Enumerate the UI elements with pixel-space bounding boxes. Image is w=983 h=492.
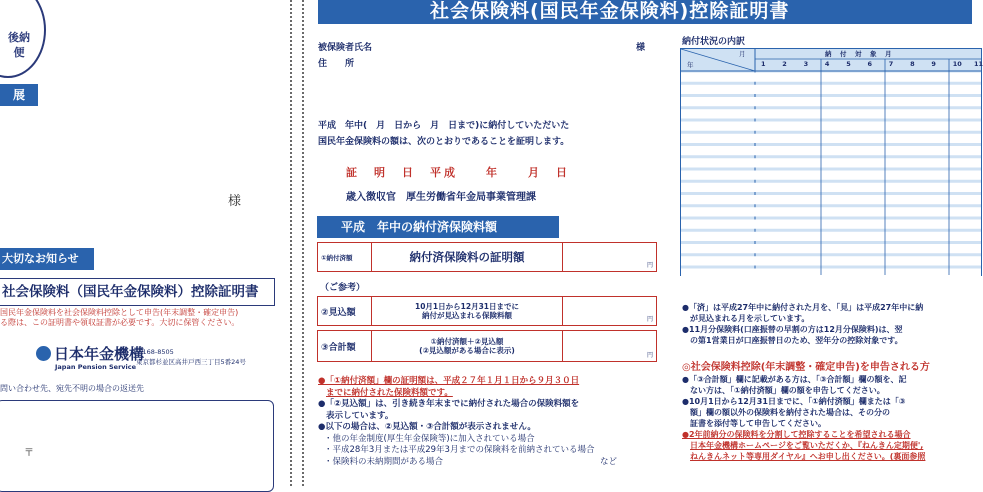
deduction-section-title: ◎社会保険料控除(年末調整・確定申告)を申告される方 [682, 362, 930, 373]
row3-text [372, 331, 563, 361]
grid-month-8: 8 [910, 60, 915, 68]
grid-row-cell [755, 220, 981, 229]
right-note2b: の第1営業日が口座振替日のため、翌年分の控除対象です。 [690, 336, 903, 345]
grid-year-cell [681, 220, 755, 229]
row2-line2: 納付が見込まれる保険料額 [422, 311, 512, 320]
note3-b: ・平成28年3月または平成29年3月までの保険料を前納されている場合 [324, 445, 595, 455]
org-zip: 〒168-8505 [136, 348, 174, 356]
return-contact-label: 問い合わせ先、宛先不明の場合の返送先 [0, 384, 144, 393]
grid-month-3: 3 [803, 60, 809, 68]
grid-row-cell [755, 85, 981, 94]
grid-month-label: 月 [739, 50, 746, 58]
grid-month-4: 4 [824, 60, 830, 68]
insured-name-label: 被保険者氏名 [318, 43, 373, 53]
grid-year-label: 年 [687, 61, 694, 69]
kounou-label [6, 30, 32, 60]
grid-row-cell [755, 195, 981, 204]
note3-a: ・他の年金制度(厚生年金保険等)に加入されている場合 [324, 433, 535, 444]
org-address: 東京都杉並区高井戸西三丁目5番24号 [136, 358, 246, 366]
row3-line1: ①納付済額＋②見込額 [430, 337, 504, 346]
grid-year-cell [681, 244, 755, 253]
grid-year-cell [681, 134, 755, 143]
grid-year-cell [681, 183, 755, 192]
payment-status-title: 納付状況の内訳 [682, 37, 746, 47]
row3-label: ③合計額 [318, 331, 372, 361]
grid-row-cell [755, 269, 981, 278]
right-note1: ●「済」は平成27年中に納付された月を、「見」は平成27年中に納 [682, 303, 924, 312]
insured-sama: 様 [636, 43, 646, 53]
note2-line1: ●「②見込額」は、引き続き年末までに納付された場合の保険料額を [318, 399, 580, 409]
grid-year-cell [681, 232, 755, 241]
row3-yen: 円 [646, 352, 653, 359]
note1-line1: ●「①納付済額」欄の証明額は、平成２７年１月１日から９月３０日 [318, 376, 580, 386]
grid-row-cell [755, 232, 981, 241]
grid-year-cell [681, 158, 755, 167]
row1-label: ①納付済額 [318, 243, 372, 271]
postal-mark: 〒 [24, 448, 34, 459]
reference-label: （ご参考） [320, 283, 366, 293]
row-paid-amount [317, 242, 657, 272]
address-label: 住 所 [318, 59, 355, 69]
recipient-sama: 様 [228, 194, 242, 209]
deduction-s1b: ない方は、「①納付済額」欄の額を申告してください。 [690, 386, 885, 395]
cert-paragraph-line1: 平成 年中( 月 日から 月 日まで)に納付していただいた [318, 121, 570, 131]
grid-rows [681, 73, 981, 278]
grid-month-11: 11 [974, 60, 983, 68]
payment-status-grid [680, 48, 982, 276]
note1-line2: までに納付された保険料額です。 [326, 387, 453, 398]
grid-year-cell [681, 256, 755, 265]
right-note1b: が見込まれる月を示しています。 [690, 314, 810, 323]
note3-c-text: ・保険料の未納期間がある場合 [324, 456, 444, 467]
grid-row-cell [755, 171, 981, 180]
deduction-s1: ●「③合計額」欄に記載がある方は、「③合計額」欄の額を、記 [682, 375, 907, 384]
row-estimated [317, 296, 657, 326]
left-red-note [0, 308, 282, 328]
grid-year-cell [681, 146, 755, 155]
grid-month-5: 5 [846, 60, 851, 68]
issuer: 歳入徴収官 厚生労働省年金局事業管理課 [346, 192, 536, 203]
deduction-notes [682, 374, 982, 462]
grid-year-cell [681, 195, 755, 204]
grid-month-numbers [755, 60, 981, 70]
grid-year-cell [681, 207, 755, 216]
deduction-s3: ●2年前納分の保険料を分割して控除することを希望される場合 [682, 430, 911, 439]
grid-row-cell [755, 73, 981, 82]
grid-row-cell [755, 256, 981, 265]
grid-row-cell [755, 122, 981, 131]
deduction-s3b: 日本年金機構ホームページをご覧いただくか、『ねんきん定期便', [690, 441, 924, 450]
row2-label: ②見込額 [318, 297, 372, 325]
center-notes [318, 376, 660, 468]
row1-text: 納付済保険料の証明額 [372, 243, 563, 271]
grid-year-cell [681, 269, 755, 278]
org-sub-name: Japan Pension Service [55, 363, 137, 371]
red-note-line2: る際は、この証明書や領収証書が必要です。大切に保管ください。 [0, 318, 240, 327]
grid-row-cell [755, 97, 981, 106]
deduction-s3c: ねんきんネット等専用ダイヤル』へお申し出ください。(裏面参照 [690, 452, 926, 461]
kounou-text: 後納 [8, 31, 30, 44]
grid-month-9: 9 [931, 60, 936, 68]
cert-paragraph-line2: 国民年金保険料の額は、次のとおりであることを証明します。 [318, 137, 570, 147]
red-note-line1: 国民年金保険料を社会保険料控除として申告(年末調整・確定申告) [0, 308, 239, 317]
document-title-banner: 社会保険料(国民年金保険料)控除証明書 [318, 0, 972, 24]
payment-grid-svg [681, 49, 981, 275]
perforation-line-right [302, 0, 304, 486]
grid-row-cell [755, 183, 981, 192]
row1-yen: 円 [646, 262, 653, 269]
row-total [317, 330, 657, 362]
org-name: 日本年金機構 [54, 345, 145, 363]
jps-logo-icon [36, 346, 51, 361]
note2-line2: 表示しています。 [326, 410, 394, 421]
deduction-s2: ●10月1日から12月31日までに、「①納付済額」欄または「③ [682, 397, 906, 406]
right-notes [682, 302, 982, 346]
grid-year-cell [681, 97, 755, 106]
deduction-s2b: 額」欄の額以外の保険料を納付された場合は、その分の [690, 408, 890, 417]
row2-line1: 10月1日から12月31日までに [414, 302, 520, 311]
grid-row-cell [755, 134, 981, 143]
grid-year-cell [681, 73, 755, 82]
grid-row-cell [755, 244, 981, 253]
left-cert-title: 社会保険料（国民年金保険料）控除証明書 [0, 278, 275, 306]
grid-year-cell [681, 171, 755, 180]
grid-month-10: 10 [952, 60, 962, 68]
ten-badge: 展 [0, 84, 38, 106]
grid-row-cell [755, 146, 981, 155]
perforation-line-left [290, 0, 292, 486]
return-address-box [0, 400, 274, 492]
grid-year-cell [681, 109, 755, 118]
grid-period-label: 納 付 対 象 月 [825, 50, 893, 58]
grid-row-cell [755, 207, 981, 216]
grid-year-cell [681, 85, 755, 94]
note3-c-end: など [600, 456, 618, 467]
grid-row-cell [755, 158, 981, 167]
deduction-s2c: 証書を添付等して申告してください。 [690, 419, 826, 428]
grid-month-1: 1 [761, 60, 766, 68]
grid-row-cell [755, 109, 981, 118]
row2-yen: 円 [646, 316, 653, 323]
bin-text: 便 [13, 46, 25, 59]
grid-month-7: 7 [888, 60, 894, 68]
cert-paragraph [318, 118, 569, 150]
cert-date: 証 明 日 平成 年 月 日 [346, 166, 570, 179]
paid-amount-bar: 平成 年中の納付済保険料額 [317, 216, 559, 238]
note3: ●以下の場合は、②見込額・③合計額が表示されません。 [318, 422, 536, 432]
grid-month-6: 6 [867, 60, 873, 68]
row3-line2: (②見込額がある場合に表示) [419, 346, 515, 355]
note3-c [318, 457, 660, 469]
row2-text [372, 297, 563, 325]
right-note2: ●11月分保険料(口座振替の早割の方は12月分保険料)は、翌 [682, 325, 903, 334]
grid-year-cell [681, 122, 755, 131]
notice-title-bar: 大切なお知らせ [0, 248, 94, 270]
grid-month-2: 2 [782, 60, 787, 68]
